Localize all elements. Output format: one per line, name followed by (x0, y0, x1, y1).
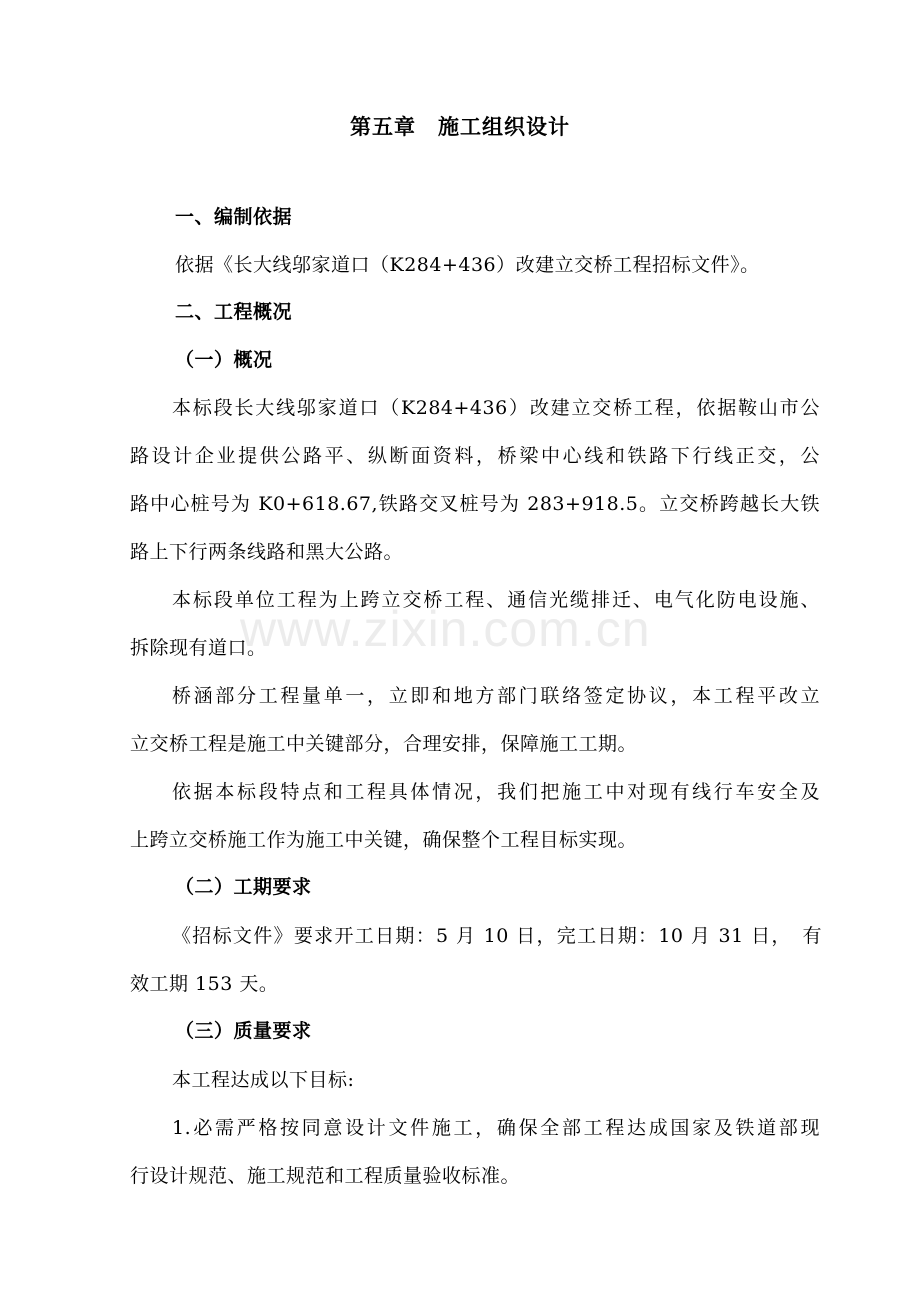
subsection-heading-schedule: （二）工期要求 (175, 876, 312, 898)
paragraph-overview-line: 路上下行两条线路和黑大公路。 (130, 541, 404, 563)
section-heading-1: 一、编制依据 (175, 206, 293, 228)
subsection-heading-overview: （一）概况 (175, 349, 273, 371)
paragraph-overview-line: 本标段长大线邬家道口（K284+436）改建立交桥工程，依据鞍山市公 (172, 397, 820, 419)
paragraph-focus-line: 依据本标段特点和工程具体情况，我们把施工中对现有线行车安全及 (172, 781, 820, 803)
subsection-heading-quality: （三）质量要求 (175, 1020, 312, 1042)
paragraph-units-line: 拆除现有道口。 (130, 637, 267, 659)
paragraph-overview-line: 路设计企业提供公路平、纵断面资料，桥梁中心线和铁路下行线正交，公 (130, 445, 820, 467)
paragraph-quality-intro: 本工程达成以下目标: (172, 1069, 355, 1091)
section-heading-2: 二、工程概况 (175, 301, 293, 323)
chapter-title: 第五章 施工组织设计 (350, 115, 570, 139)
paragraph-focus-line: 上跨立交桥施工作为施工中关键，确保整个工程目标实现。 (130, 829, 638, 851)
paragraph-quality-item-line: 1.必需严格按同意设计文件施工，确保全部工程达成国家及铁道部现 (172, 1117, 820, 1139)
paragraph-overview-line: 路中心桩号为 K0+618.67,铁路交叉桩号为 283+918.5。立交桥跨越长大铁 (130, 493, 820, 515)
paragraph-bridge-line: 桥涵部分工程量单一，立即和地方部门联络签定协议，本工程平改立 (172, 685, 820, 707)
paragraph-schedule-line: 《招标文件》要求开工日期：5 月 10 日，完工日期：10 月 31 日， 有 (172, 925, 822, 947)
paragraph-bridge-line: 立交桥工程是施工中关键部分，合理安排，保障施工工期。 (130, 733, 638, 755)
watermark: www.zixin.com.cn (240, 601, 651, 657)
paragraph-schedule-line: 效工期 153 天。 (130, 973, 279, 995)
paragraph-units-line: 本标段单位工程为上跨立交桥工程、通信光缆排迁、电气化防电设施、 (172, 589, 820, 611)
paragraph-basis: 依据《长大线邬家道口（K284+436）改建立交桥工程招标文件》。 (175, 254, 760, 276)
paragraph-quality-item-line: 行设计规范、施工规范和工程质量验收标准。 (130, 1165, 521, 1187)
